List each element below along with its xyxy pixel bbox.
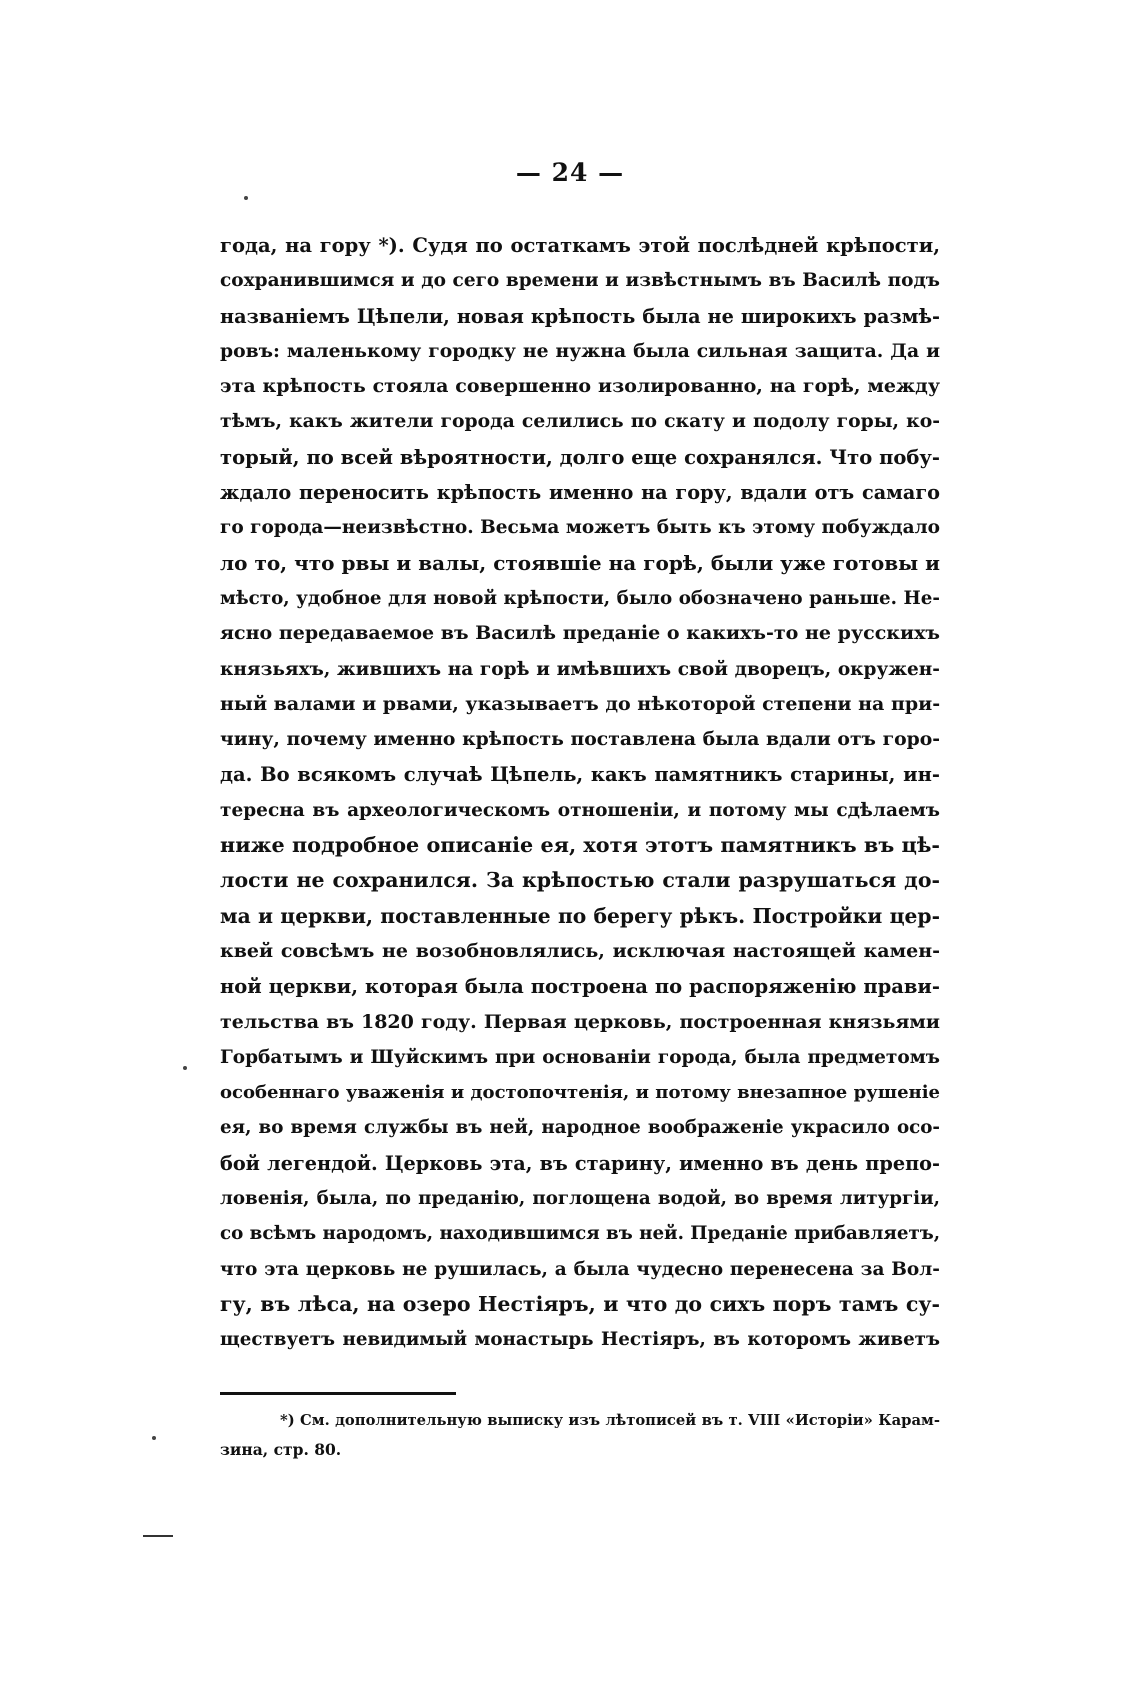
text-line: тересна въ археологическомъ отношеніи, и потому мы сдѣлаемъ xyxy=(220,799,940,821)
text-line: гу, въ лѣса, на озеро Нестіяръ, и что до сихъ поръ тамъ су- xyxy=(220,1291,940,1316)
text-line: лости не сохранился. За крѣпостью стали разрушаться до- xyxy=(220,868,940,893)
margin-speck xyxy=(244,196,248,200)
text-line: что эта церковь не рушилась, а была чудесно перенесена за Вол- xyxy=(220,1258,940,1280)
text-line: ма и церкви, поставленные по берегу рѣкъ. Постройки цер- xyxy=(220,903,940,928)
margin-speck xyxy=(152,1436,156,1440)
text-line: ществуетъ невидимый монастырь Нестіяръ, въ которомъ живетъ xyxy=(220,1329,940,1351)
text-line: ниже подробное описаніе ея, хотя этотъ памятникъ въ цѣ- xyxy=(220,833,940,858)
text-line: тельства въ 1820 году. Первая церковь, построенная князьями xyxy=(220,1010,940,1033)
text-line: Горбатымъ и Шуйскимъ при основаніи города, была предметомъ xyxy=(220,1046,940,1068)
text-line: эта крѣпость стояла совершенно изолированно, на горѣ, между xyxy=(220,375,940,398)
text-line: мѣсто, удобное для новой крѣпости, было обозначено раньше. Не- xyxy=(220,587,940,609)
text-line: ждало переносить крѣпость именно на гору, вдали отъ самаго xyxy=(220,481,940,505)
text-line: тѣмъ, какъ жители города селились по скату и подолу горы, ко- xyxy=(220,410,940,433)
body-text xyxy=(220,228,940,1358)
text-line: названіемъ Цѣпели, новая крѣпость была не широкихъ размѣ- xyxy=(220,304,940,328)
page-number: — 24 — xyxy=(515,158,625,187)
text-line: со всѣмъ народомъ, находившимся въ ней. Преданіе прибавляетъ, xyxy=(220,1223,940,1245)
margin-mark xyxy=(143,1535,173,1537)
text-line: квей совсѣмъ не возобновлялись, исключая настоящей камен- xyxy=(220,939,940,962)
text-line: года, на гору *). Судя по остаткамъ этой послѣдней крѣпости, xyxy=(220,234,940,257)
footnote-line: *) См. дополнительную выписку изъ лѣтописей въ т. VIII «Исторіи» Карам- xyxy=(280,1412,940,1429)
text-line: го города—неизвѣстно. Весьма можетъ быть къ этому побуждало xyxy=(220,517,940,539)
text-line: сохранившимся и до сего времени и извѣстнымъ въ Василѣ подъ xyxy=(220,270,940,292)
text-line: ной церкви, которая была построена по распоряженію прави- xyxy=(220,975,940,999)
text-line: чину, почему именно крѣпость поставлена была вдали отъ горо- xyxy=(220,728,940,751)
text-line: князьяхъ, жившихъ на горѣ и имѣвшихъ свой дворецъ, окружен- xyxy=(220,658,940,680)
text-line: да. Во всякомъ случаѣ Цѣпель, какъ памятникъ старины, ин- xyxy=(220,763,940,787)
footnote-divider xyxy=(220,1392,456,1395)
text-line: ло то, что рвы и валы, стоявшіе на горѣ, были уже готовы и xyxy=(220,550,940,575)
text-line: особеннаго уваженія и достопочтенія, и потому внезапное рушеніе xyxy=(220,1082,940,1104)
text-line: ясно передаваемое въ Василѣ преданіе о какихъ-то не русскихъ xyxy=(220,622,940,645)
text-line: торый, по всей вѣроятности, долго еще сохранялся. Что побу- xyxy=(220,445,940,469)
text-line: бой легендой. Церковь эта, въ старину, именно въ день препо- xyxy=(220,1151,940,1175)
text-line: ровъ: маленькому городку не нужна была сильная защита. Да и xyxy=(220,339,940,362)
footnote xyxy=(220,1406,940,1464)
text-line: ный валами и рвами, указываетъ до нѣкоторой степени на при- xyxy=(220,692,940,715)
text-line: ея, во время службы въ ней, народное воображеніе украсило осо- xyxy=(220,1117,940,1139)
footnote-line: зина, стр. 80. xyxy=(220,1440,342,1459)
margin-speck xyxy=(183,1066,187,1070)
text-line: ловенія, была, по преданію, поглощена водой, во время литургіи, xyxy=(220,1188,940,1210)
